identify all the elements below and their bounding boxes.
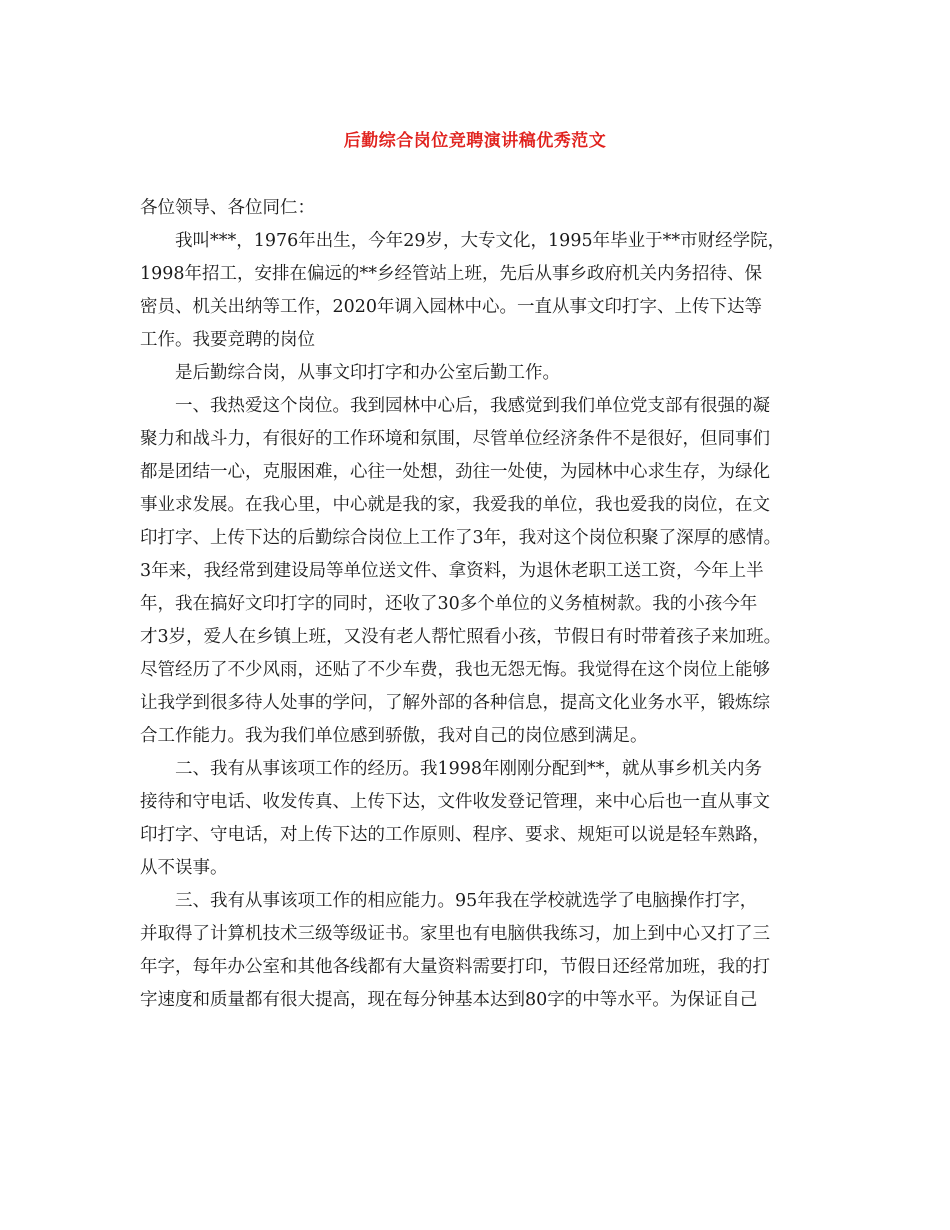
text-line: 字速度和质量都有很大提高，现在每分钟基本达到80字的中等水平。为保证自己: [140, 990, 758, 1010]
text-line: 接待和守电话、收发传真、上传下达，文件收发登记管理，来中心后也一直从事文: [140, 792, 770, 812]
text-line: 从不误事。: [140, 858, 228, 878]
text-line: 印打字、守电话，对上传下达的工作原则、程序、要求、规矩可以说是轻车熟路，: [140, 825, 770, 845]
text-line: 事业求发展。在我心里，中心就是我的家，我爱我的单位，我也爱我的岗位，在文: [140, 495, 770, 515]
text-line: 印打字、上传下达的后勤综合岗位上工作了3年，我对这个岗位积聚了深厚的感情。: [140, 528, 782, 548]
text-line: 3年来，我经常到建设局等单位送文件、拿资料，为退休老职工送工资，今年上半: [140, 561, 764, 581]
document-title: 后勤综合岗位竞聘演讲稿优秀范文: [343, 131, 607, 151]
text-line: 年，我在搞好文印打字的同时，还收了30多个单位的义务植树款。我的小孩今年: [140, 594, 758, 614]
text-line: 各位领导、各位同仁：: [140, 198, 315, 218]
text-line: 工作。我要竞聘的岗位: [140, 330, 315, 350]
text-line: 都是团结一心，克服困难，心往一处想，劲往一处使，为园林中心求生存，为绿化: [140, 462, 770, 482]
text-line: 才3岁，爱人在乡镇上班，又没有老人帮忙照看小孩，节假日有时带着孩子来加班。: [140, 627, 782, 647]
text-line: 并取得了计算机技术三级等级证书。家里也有电脑供我练习，加上到中心又打了三: [140, 924, 770, 944]
text-line: 二、我有从事该项工作的经历。我1998年刚刚分配到**，就从事乡机关内务: [175, 759, 763, 779]
text-line: 三、我有从事该项工作的相应能力。95年我在学校就选学了电脑操作打字，: [175, 891, 758, 911]
text-line: 一、我热爱这个岗位。我到园林中心后，我感觉到我们单位党支部有很强的凝: [175, 396, 770, 416]
text-line: 年字，每年办公室和其他各线都有大量资料需要打印，节假日还经常加班，我的打: [140, 957, 770, 977]
text-line: 让我学到很多待人处事的学问，了解外部的各种信息，提高文化业务水平，锻炼综: [140, 693, 770, 713]
text-line: 1998年招工，安排在偏远的**乡经管站上班，先后从事乡政府机关内务招待、保: [140, 264, 763, 284]
text-line: 尽管经历了不少风雨，还贴了不少车费，我也无怨无悔。我觉得在这个岗位上能够: [140, 660, 770, 680]
text-line: 密员、机关出纳等工作，2020年调入园林中心。一直从事文印打字、上传下达等: [140, 297, 763, 317]
text-line: 我叫***，1976年出生，今年29岁，大专文化，1995年毕业于**市财经学院，: [175, 231, 786, 251]
text-line: 聚力和战斗力，有很好的工作环境和氛围，尽管单位经济条件不是很好，但同事们: [140, 429, 770, 449]
document-body: [140, 192, 820, 1017]
text-line: 合工作能力。我为我们单位感到骄傲，我对自己的岗位感到满足。: [140, 726, 648, 746]
text-line: 是后勤综合岗，从事文印打字和办公室后勤工作。: [175, 363, 560, 383]
